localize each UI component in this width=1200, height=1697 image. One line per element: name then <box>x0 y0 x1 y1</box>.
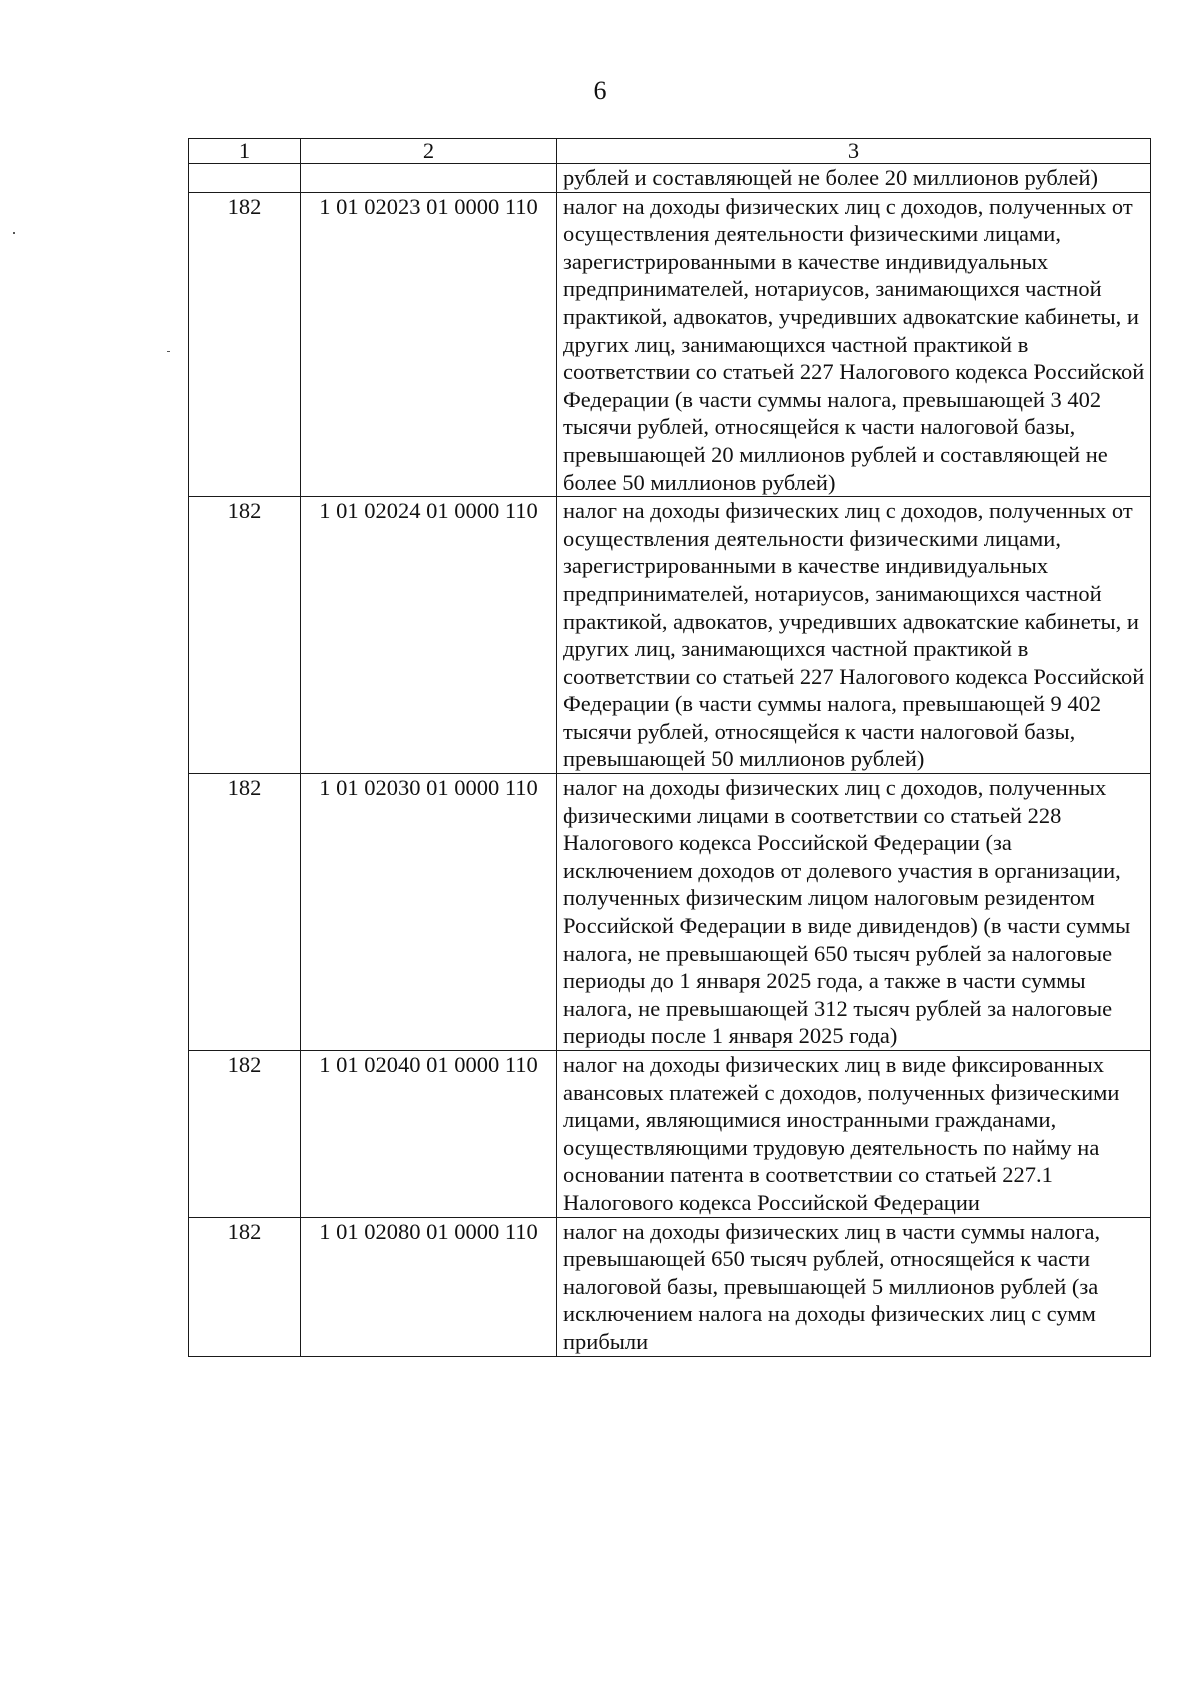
continuation-description: рублей и составляющей не более 20 миллионов рублей) <box>557 164 1151 193</box>
column-header-2: 2 <box>301 139 557 164</box>
administrator-code: 182 <box>189 497 301 774</box>
continuation-kbk-cell <box>301 164 557 193</box>
scan-speck <box>167 351 170 352</box>
budget-classification-code: 1 01 02030 01 0000 110 <box>301 774 557 1051</box>
continuation-row <box>189 164 1151 193</box>
table-row <box>189 774 1151 1051</box>
table-row <box>189 1051 1151 1218</box>
column-header-3: 3 <box>557 139 1151 164</box>
administrator-code: 182 <box>189 192 301 497</box>
budget-classification-code: 1 01 02080 01 0000 110 <box>301 1217 557 1356</box>
income-description: налог на доходы физических лиц с доходов, полученных от осуществления деятельности физическими лицами, зарегистрированными в качестве индивидуальных предпринимателей, нотариусов, занимающихся частной практикой, адвокатов, учредивших адвокатские кабинеты, и других лиц, занимающихся частной практикой в соответствии со статьей 227 Налогового кодекса Российской Федерации (в части суммы налога, превышающей 9 402 тысячи рублей, относящейся к части налоговой базы, превышающей 50 миллионов рублей) <box>557 497 1151 774</box>
income-description: налог на доходы физических лиц с доходов, полученных от осуществления деятельности физическими лицами, зарегистрированными в качестве индивидуальных предпринимателей, нотариусов, занимающихся частной практикой, адвокатов, учредивших адвокатские кабинеты, и других лиц, занимающихся частной практикой в соответствии со статьей 227 Налогового кодекса Российской Федерации (в части суммы налога, превышающей 3 402 тысячи рублей, относящейся к части налоговой базы, превышающей 20 миллионов рублей и составляющей не более 50 миллионов рублей) <box>557 192 1151 497</box>
administrator-code: 182 <box>189 1217 301 1356</box>
income-description: налог на доходы физических лиц с доходов, полученных физическими лицами в соответствии со статьей 228 Налогового кодекса Российской Федерации (за исключением доходов от долевого участия в организации, полученных физическим лицом налоговым резидентом Российской Федерации в виде дивидендов) (в части суммы налога, не превышающей 650 тысяч рублей за налоговые периоды до 1 января 2025 года, а также в части суммы налога, не превышающей 312 тысяч рублей за налоговые периоды после 1 января 2025 года) <box>557 774 1151 1051</box>
table-body <box>189 164 1151 1357</box>
budget-classification-code: 1 01 02040 01 0000 110 <box>301 1051 557 1218</box>
header-row <box>189 139 1151 164</box>
table-header <box>189 139 1151 164</box>
administrator-code: 182 <box>189 1051 301 1218</box>
budget-classification-code: 1 01 02023 01 0000 110 <box>301 192 557 497</box>
budget-codes-table <box>188 138 1151 1357</box>
table-row <box>189 497 1151 774</box>
table-row <box>189 192 1151 497</box>
page-number: 6 <box>593 76 607 105</box>
table-row <box>189 1217 1151 1356</box>
column-header-1: 1 <box>189 139 301 164</box>
income-description: налог на доходы физических лиц в виде фиксированных авансовых платежей с доходов, полученных физическими лицами, являющимися иностранными гражданами, осуществляющими трудовую деятельность по найму на основании патента в соответствии со статьей 227.1 Налогового кодекса Российской Федерации <box>557 1051 1151 1218</box>
scan-speck <box>13 232 15 234</box>
continuation-code-cell <box>189 164 301 193</box>
administrator-code: 182 <box>189 774 301 1051</box>
budget-classification-code: 1 01 02024 01 0000 110 <box>301 497 557 774</box>
income-description: налог на доходы физических лиц в части суммы налога, превышающей 650 тысяч рублей, относящейся к части налоговой базы, превышающей 5 миллионов рублей (за исключением налога на доходы физических лиц с сумм прибыли <box>557 1217 1151 1356</box>
